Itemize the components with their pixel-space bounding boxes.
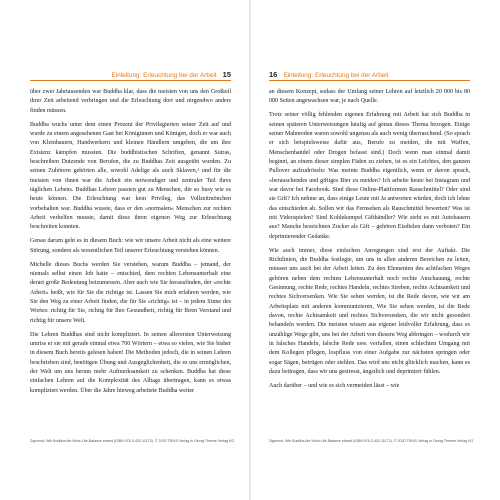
left-paragraph: Michelle dieses Buchs werden Sie verstehen, warum Buddha – jemand, der niemals selbst einen Job hatte – entschied, dem rechten Lebensunterhalt eine derart große Bedeutung beizumessen. Aber auch wie Sie herausfinden, der »rechte Arbeit« heißt, wie für Sie die richtige ist. Lassen Sie mich erfahren werden, wie Sie den Weg zu einer Arbeit finden, die für Sie »richtig« ist – in jedem Sinne des Wortes: richtig für Sie, richtig für Ihre Gesundheit, richtig für Ihren Verstand und richtig für unsere Welt. — [30, 261, 231, 324]
right-header-rule — [269, 80, 470, 81]
right-header-text: Einleitung: Erleuchtung bei der Arbeit — [283, 72, 389, 79]
left-paragraph: Buddha wuchs unter dem einen Prozent der Privilegierten seiner Zeit auf und wurde zu einem angesehenen Gast bei Königinnen und Königen, doch er war auch von Kleinbauern, Handwerkern und kleinen Händlern umgeben, die um ihre Existenz kämpfen mussten. Die buddhistischen Schriften, genannt Sutras, beschreiben Dutzende von Berufen, die zu Buddhas Zeit ausgeübt wurden. Zu seinen Zuhörern gehörten alle, sowohl Adelige als auch Sklaven,¹ und für die meisten von ihnen war die Arbeit ein notwendiger und zentraler Teil ihres täglichen Lebens. Buddhas Lehren passten gut zu Menschen, die so busy wie es heute können. Die Erleuchtung war kein Privileg, das Vollzeitmönchen vorbehalten war. Buddha wusste, dass er den »normalen« Menschen zur rechten Arbeit verhelfen musste, damit diese ihren eigenen Weg zur Erleuchtung beschreiten konnten. — [30, 121, 231, 231]
left-header-rule — [30, 80, 231, 81]
right-page — [251, 0, 500, 500]
left-paragraph: Genau darum geht es in diesem Buch: wie wir unsere Arbeit nicht als eine weitere Störung, sondern als wesentlichen Teil unserer Erleuchtung verstehen können. — [30, 238, 231, 254]
left-running-header — [111, 70, 231, 79]
right-page-number: 16 — [269, 70, 278, 79]
right-running-header — [269, 70, 389, 79]
right-paragraph: Wie auch immer, diese einfachen Anregungen sind erst der Auftakt. Die Richtlinien, die Buddha festlegte, um uns in allen anderen Bereichen zu leiten, müssen uns auch bei der Arbeit leiten. Zu den Elementen des achtfachen Weges gehören neben dem rechten Lebensunterhalt noch rechte Anschauung, rechte Gesinnung, rechte Rede, rechtes Handeln, rechtes Streben, rechte Achtsamkeit und rechtes Sichversenken. Wie Sie sehen werden, ist die Rede davon, wie wir am Arbeitsplatz mit anderen kommunizieren, Wie Sie sehen werden, ist die Rede davon, rechte Achtsamkeit und rechtes Sichversenken, die wir nicht gesondert behandeln werden. Die meisten wissen aus eigener leidvoller Erfahrung, dass es unzählige Wege gibt, uns bei der Arbeit von diesem Weg abbringen – wodurch wir in falsches Handeln, falsche Rede usw. verfallen, einen schlechten Umgang mit dem Kollegen pflegen, lospfluss von einer Aufgabe zur nächsten springen oder sogar Sägen, betrügen oder stehlen. Das wird uns nicht glücklich machen, kann es dazu beitragen, dass wir uns gestresst, ängstlich und deprimiert fühlen. — [269, 247, 470, 376]
right-paragraph: an diesem Konzept, sodass der Umfang seiner Lehren auf letztlich 20 000 bis 80 000 Seiten angewachsen war, je nach Quelle. — [269, 89, 470, 105]
right-paragraph: Auch darüber – und wie es sich vermeiden lässt – wie — [269, 383, 400, 390]
left-page-number: 15 — [222, 70, 231, 79]
left-footer: Zigmond: Wie Buddha die Work-Life-Balance erfand (ISBN 978-3-432-11173), © 2020 TRIAS Verlag in Georg Thieme Verlag KG — [30, 439, 235, 443]
left-paragraph: Die Lehren Buddhas sind nicht kompliziert. In seinen allerersten Unterweisung umriss er sie mit gerade einmal etwa 700 Wörtern – etwa so vielen, wie Sie bisher in diesem Buch bereits gelesen haben! Die Methoden jedoch, die in seinen Lehren beschrieben sind, benötigen Übung und Ausgeglichenheit, die es uns ermöglichen, der Welt um uns herum mehr Aufmerksamkeit zu schenken. Buddha hat diese einfachen Lehren auf die Komplexität des Alltags übertragen, kann es etwas kompliziert werden. Über die Jahre hinweg arbeitete Buddha weiter — [30, 331, 231, 394]
right-footer: Zigmond: Wie Buddha die Work-Life-Balance erfand (ISBN 978-3-432-11173), © 2020 TRIAS Verlag in Georg Thieme Verlag KG — [269, 439, 474, 443]
left-page — [0, 0, 249, 500]
right-paragraph: Trotz seiner völlig fehlenden eigenen Erfahrung mit Arbeit hat sich Buddha in seinen späteren Unterweisungen häufig auf genau dieses Thema bezogen. Einige seiner Mahnreden waren sowohl ungenau als auch wenig überraschend. (So sprach er sich beispielsweise dafür aus, Berufe zu meiden, die mit Waffen, Menschenhandel oder Drogen befasst sind.) Doch wenn man einmal damit beginnt, an einem dieser simplen Fäden zu ziehen, ist es ein Leichtes, den ganzen Pullover aufzudröseln: Was meinte Buddha eigentlich, wenn er davon sprach, »berauschendes und giftiges Bier zu meiden? Ich arbeite heute bei Instagram und war davor bei Facebook. Sind diese Online-Plattformen Rauschmittel? Oder sind sie Gift? Ich nehme an, dass einige Leute mit Ja antworten würden, doch ich lehne das entschieden ab. Sollen wir das Fernsehen als Rauschmittel bewerten? Was ist mit Videospielen? Sind Kohlekumpel Gifthändler? Wie steht es mit Autobauern aus? Manche bezeichnen Zucker als Gift – gehören Eisdielen dann verboten? Ein deprimierender Gedanke. — [269, 112, 470, 240]
right-body-text — [269, 88, 470, 396]
left-body-text — [30, 88, 231, 401]
left-header-text: Einleitung: Erleuchtung bei der Arbeit — [111, 72, 217, 79]
left-paragraph: über zwei Jahrtausenden war Buddha klar, dass die meisten von uns den Großteil ihrer Zeit arbeitend verbringen und die Erleuchtung dort und nirgendwo anders finden müssen. — [30, 89, 231, 114]
